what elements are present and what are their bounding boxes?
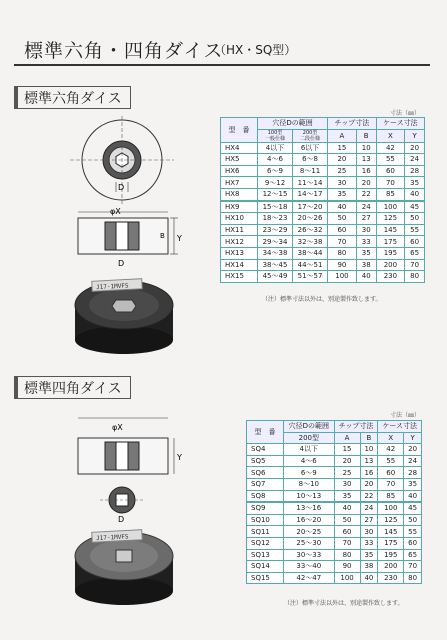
hx-table-cell: 90: [328, 259, 357, 271]
hx-table-cell: 33: [356, 236, 376, 248]
sq-table-cell: 50: [334, 514, 360, 526]
sq-table-cell: 85: [378, 490, 404, 502]
hx-table-cell: 40: [356, 271, 376, 283]
hx-col-model: 型 番: [221, 118, 258, 143]
hx-die-photo: [75, 279, 173, 354]
sq-table-cell: 35: [404, 478, 422, 490]
sq-table-cell: 33: [360, 537, 378, 549]
hx-table-cell: 15〜18: [258, 201, 293, 213]
sq-table-row: [247, 572, 422, 584]
hx-table-cell: 100: [376, 201, 405, 213]
sq-table-cell: 70: [404, 561, 422, 573]
sq-table-cell: 70: [334, 537, 360, 549]
hx-table-cell: 50: [328, 213, 357, 225]
sq-dim-D: D: [118, 515, 125, 524]
hx-section-heading: 標準六角ダイス: [14, 86, 131, 109]
sq-table-cell: SQ13: [247, 549, 284, 561]
hx-col-100: 100型 一般仕様: [258, 129, 293, 142]
sq-table-cell: 42: [378, 444, 404, 456]
sq-col-A: A: [334, 432, 360, 444]
sq-table-row: [247, 444, 422, 456]
sq-note: （注）標準寸法以外は、別途製作致します。: [284, 600, 404, 607]
hx-table-cell: 4〜6: [258, 154, 293, 166]
sq-table-cell: SQ5: [247, 455, 284, 467]
sq-label-plate: J17-1MVFS: [95, 533, 129, 543]
sq-table-cell: 6〜9: [284, 467, 335, 479]
hx-table-cell: 6〜8: [293, 154, 328, 166]
hx-table-row: [221, 213, 425, 225]
sq-table-cell: 24: [404, 455, 422, 467]
sq-spec-table: [246, 420, 422, 584]
sq-top-view: [100, 487, 144, 513]
sq-table-cell: 200: [378, 561, 404, 573]
hx-table-row: [221, 142, 425, 154]
sq-col-B: B: [360, 432, 378, 444]
sq-side-view: [78, 418, 174, 474]
hx-table-cell: 195: [376, 247, 405, 259]
hx-table-cell: 23〜29: [258, 224, 293, 236]
hx-col-B: B: [356, 129, 376, 142]
hx-table-cell: 45〜49: [258, 271, 293, 283]
sq-table-cell: 65: [404, 549, 422, 561]
hx-table-cell: HX5: [221, 154, 258, 166]
hx-table-cell: HX14: [221, 259, 258, 271]
sq-table-cell: 38: [360, 561, 378, 573]
hx-table-cell: 6〜9: [258, 165, 293, 177]
hx-note: （注）標準寸法以外は、別途製作致します。: [262, 296, 382, 303]
sq-table-cell: 45: [404, 502, 422, 514]
sq-table-cell: 20: [360, 478, 378, 490]
hx-table-cell: 6以下: [293, 142, 328, 154]
hx-table-cell: 145: [376, 224, 405, 236]
sq-table-cell: SQ10: [247, 514, 284, 526]
hx-table-cell: 20: [405, 142, 425, 154]
hx-table-cell: 35: [328, 188, 357, 200]
sq-table-cell: SQ11: [247, 526, 284, 538]
hx-table-cell: HX11: [221, 224, 258, 236]
hx-table-cell: 24: [405, 154, 425, 166]
hx-table-cell: 60: [328, 224, 357, 236]
sq-table-row: [247, 467, 422, 479]
hx-unit: 寸法（㎜）: [390, 110, 421, 117]
sq-table-cell: 24: [360, 502, 378, 514]
hx-table-cell: 80: [328, 247, 357, 259]
hx-table-cell: HX8: [221, 188, 258, 200]
sq-table-cell: 28: [404, 467, 422, 479]
hx-table-cell: 70: [405, 259, 425, 271]
sq-table-cell: 20: [334, 455, 360, 467]
sq-table-cell: 50: [404, 514, 422, 526]
hx-table-cell: 34〜38: [258, 247, 293, 259]
sq-table-cell: 8〜10: [284, 478, 335, 490]
sq-table-cell: 40: [404, 490, 422, 502]
sq-dim-Y: Y: [177, 453, 182, 462]
hx-dim-Y: Y: [177, 234, 182, 243]
sq-table-cell: 16〜20: [284, 514, 335, 526]
sq-drawings: [60, 408, 210, 638]
sq-table-cell: 35: [360, 549, 378, 561]
hx-table-cell: 26〜32: [293, 224, 328, 236]
hx-dim-D-top: D: [118, 183, 125, 192]
sq-die-photo: [75, 530, 173, 605]
sq-table-cell: 195: [378, 549, 404, 561]
hx-table-cell: 10: [356, 142, 376, 154]
sq-table-row: [247, 549, 422, 561]
hx-table-row: [221, 165, 425, 177]
hx-table-cell: HX15: [221, 271, 258, 283]
hx-table-row: [221, 236, 425, 248]
hx-table-cell: 20: [356, 177, 376, 189]
page-title: [14, 34, 430, 66]
sq-table-row: [247, 537, 422, 549]
hx-table-cell: 24: [356, 201, 376, 213]
hx-table-cell: 27: [356, 213, 376, 225]
hx-col-A: A: [328, 129, 357, 142]
sq-table-cell: 60: [334, 526, 360, 538]
hx-table-cell: 100: [328, 271, 357, 283]
sq-table-cell: 230: [378, 572, 404, 584]
sq-table-cell: 125: [378, 514, 404, 526]
hx-table-cell: 65: [405, 247, 425, 259]
sq-col-range: 穴径Dの範囲: [284, 421, 335, 433]
title-main: 標準六角・四角ダイス: [24, 40, 224, 62]
sq-table-cell: 55: [378, 455, 404, 467]
hx-table-row: [221, 188, 425, 200]
hx-table-cell: 60: [376, 165, 405, 177]
hx-table-cell: 32〜38: [293, 236, 328, 248]
hx-table-cell: 85: [376, 188, 405, 200]
sq-table-cell: 40: [360, 572, 378, 584]
sq-table-row: [247, 490, 422, 502]
sq-table-cell: 16: [360, 467, 378, 479]
hx-table-row: [221, 177, 425, 189]
sq-table-cell: 20: [404, 444, 422, 456]
sq-table-cell: SQ9: [247, 502, 284, 514]
hx-col-chip: チップ寸法: [328, 118, 377, 130]
hx-table-cell: 230: [376, 271, 405, 283]
sq-table-cell: 145: [378, 526, 404, 538]
hx-col-range: 穴径Dの範囲: [258, 118, 328, 130]
hx-label-plate: J17-1MVFS: [95, 282, 129, 292]
hx-table-cell: 28: [405, 165, 425, 177]
hx-table-row: [221, 154, 425, 166]
sq-table-cell: 13: [360, 455, 378, 467]
hx-table-cell: 35: [405, 177, 425, 189]
sq-table-cell: 4以下: [284, 444, 335, 456]
sq-table-cell: 22: [360, 490, 378, 502]
sq-table-cell: SQ6: [247, 467, 284, 479]
sq-table-row: [247, 514, 422, 526]
sq-table-cell: SQ14: [247, 561, 284, 573]
sq-table-cell: 175: [378, 537, 404, 549]
hx-table-row: [221, 259, 425, 271]
hx-table-cell: 4以下: [258, 142, 293, 154]
sq-table-cell: 13〜16: [284, 502, 335, 514]
sq-col-Y: Y: [404, 432, 422, 444]
sq-table-cell: SQ12: [247, 537, 284, 549]
sq-col-case: ケース寸法: [378, 421, 422, 433]
hx-table-cell: 9〜12: [258, 177, 293, 189]
sq-unit: 寸法（㎜）: [390, 412, 421, 419]
sq-col-X: X: [378, 432, 404, 444]
hx-table-cell: 14〜17: [293, 188, 328, 200]
sq-table-row: [247, 502, 422, 514]
sq-table-cell: 80: [404, 572, 422, 584]
sq-table-cell: 60: [404, 537, 422, 549]
hx-table-cell: 70: [328, 236, 357, 248]
sq-table-cell: 30: [334, 478, 360, 490]
sq-table-cell: 80: [334, 549, 360, 561]
hx-table-cell: 18〜23: [258, 213, 293, 225]
title-sub: （HX・SQ型）: [214, 43, 297, 57]
hx-col-X: X: [376, 129, 405, 142]
hx-table-cell: 11〜14: [293, 177, 328, 189]
sq-table-cell: 42〜47: [284, 572, 335, 584]
hx-spec-table: [220, 117, 425, 283]
sq-table-cell: SQ4: [247, 444, 284, 456]
hx-table-cell: HX6: [221, 165, 258, 177]
hx-table-cell: 30: [328, 177, 357, 189]
sq-table-cell: 35: [334, 490, 360, 502]
hx-col-200: 200型 二段仕様: [293, 129, 328, 142]
sq-table-cell: 27: [360, 514, 378, 526]
sq-table-row: [247, 455, 422, 467]
hx-table-cell: 60: [405, 236, 425, 248]
sq-table-cell: 10: [360, 444, 378, 456]
sq-table-cell: 90: [334, 561, 360, 573]
sq-table-cell: 33〜40: [284, 561, 335, 573]
sq-table-cell: 55: [404, 526, 422, 538]
hx-table-cell: 40: [405, 188, 425, 200]
hx-table-row: [221, 247, 425, 259]
sq-table-cell: SQ15: [247, 572, 284, 584]
hx-table-cell: 35: [356, 247, 376, 259]
sq-col-200: 200型: [284, 432, 335, 444]
hx-table-cell: HX7: [221, 177, 258, 189]
hx-table-cell: 13: [356, 154, 376, 166]
sq-table-cell: 40: [334, 502, 360, 514]
hx-table-cell: 20: [328, 154, 357, 166]
sq-table-cell: SQ7: [247, 478, 284, 490]
hx-table-cell: 44〜51: [293, 259, 328, 271]
hx-table-cell: 29〜34: [258, 236, 293, 248]
hx-table-cell: 25: [328, 165, 357, 177]
hx-col-case: ケース寸法: [376, 118, 424, 130]
hx-table-cell: 20〜26: [293, 213, 328, 225]
hx-table-cell: 175: [376, 236, 405, 248]
hx-col-Y: Y: [405, 129, 425, 142]
sq-table-row: [247, 526, 422, 538]
hx-table-cell: 40: [328, 201, 357, 213]
sq-table-cell: 100: [334, 572, 360, 584]
hx-table-cell: 15: [328, 142, 357, 154]
hx-table-cell: HX4: [221, 142, 258, 154]
hx-table-cell: 50: [405, 213, 425, 225]
hx-table-cell: HX13: [221, 247, 258, 259]
hx-table-cell: HX9: [221, 201, 258, 213]
sq-table-cell: SQ8: [247, 490, 284, 502]
hx-drawings: [60, 110, 210, 390]
hx-table-cell: 125: [376, 213, 405, 225]
sq-col-model: 型 番: [247, 421, 284, 444]
hx-table-row: [221, 224, 425, 236]
sq-table-cell: 30: [360, 526, 378, 538]
hx-table-cell: 200: [376, 259, 405, 271]
hx-dim-B: B: [160, 232, 165, 240]
hx-table-cell: 16: [356, 165, 376, 177]
hx-table-cell: 12〜15: [258, 188, 293, 200]
hx-table-cell: 70: [376, 177, 405, 189]
sq-section-heading: 標準四角ダイス: [14, 376, 131, 399]
sq-table-cell: 100: [378, 502, 404, 514]
sq-table-cell: 30〜33: [284, 549, 335, 561]
sq-table-cell: 20〜25: [284, 526, 335, 538]
hx-table-cell: 55: [405, 224, 425, 236]
sq-col-chip: チップ寸法: [334, 421, 378, 433]
hx-table-cell: 38〜45: [258, 259, 293, 271]
sq-table-cell: 25〜30: [284, 537, 335, 549]
hx-table-cell: 30: [356, 224, 376, 236]
sq-table-row: [247, 478, 422, 490]
hx-dim-D-side: D: [118, 259, 125, 268]
hx-table-cell: 42: [376, 142, 405, 154]
sq-table-row: [247, 561, 422, 573]
sq-table-cell: 25: [334, 467, 360, 479]
hx-table-cell: 80: [405, 271, 425, 283]
sq-table-cell: 15: [334, 444, 360, 456]
sq-table-cell: 10〜13: [284, 490, 335, 502]
hx-table-cell: HX12: [221, 236, 258, 248]
hx-table-cell: 38〜44: [293, 247, 328, 259]
sq-table-cell: 70: [378, 478, 404, 490]
hx-table-cell: HX10: [221, 213, 258, 225]
hx-table-row: [221, 271, 425, 283]
sq-dim-phiX: φX: [112, 423, 123, 432]
hx-table-cell: 45: [405, 201, 425, 213]
hx-dim-phiX: φX: [110, 207, 121, 216]
hx-table-cell: 55: [376, 154, 405, 166]
hx-table-cell: 17〜20: [293, 201, 328, 213]
hx-table-cell: 8〜11: [293, 165, 328, 177]
hx-table-row: [221, 201, 425, 213]
hx-table-cell: 51〜57: [293, 271, 328, 283]
hx-table-cell: 38: [356, 259, 376, 271]
sq-table-cell: 60: [378, 467, 404, 479]
hx-table-cell: 22: [356, 188, 376, 200]
sq-table-cell: 4〜6: [284, 455, 335, 467]
